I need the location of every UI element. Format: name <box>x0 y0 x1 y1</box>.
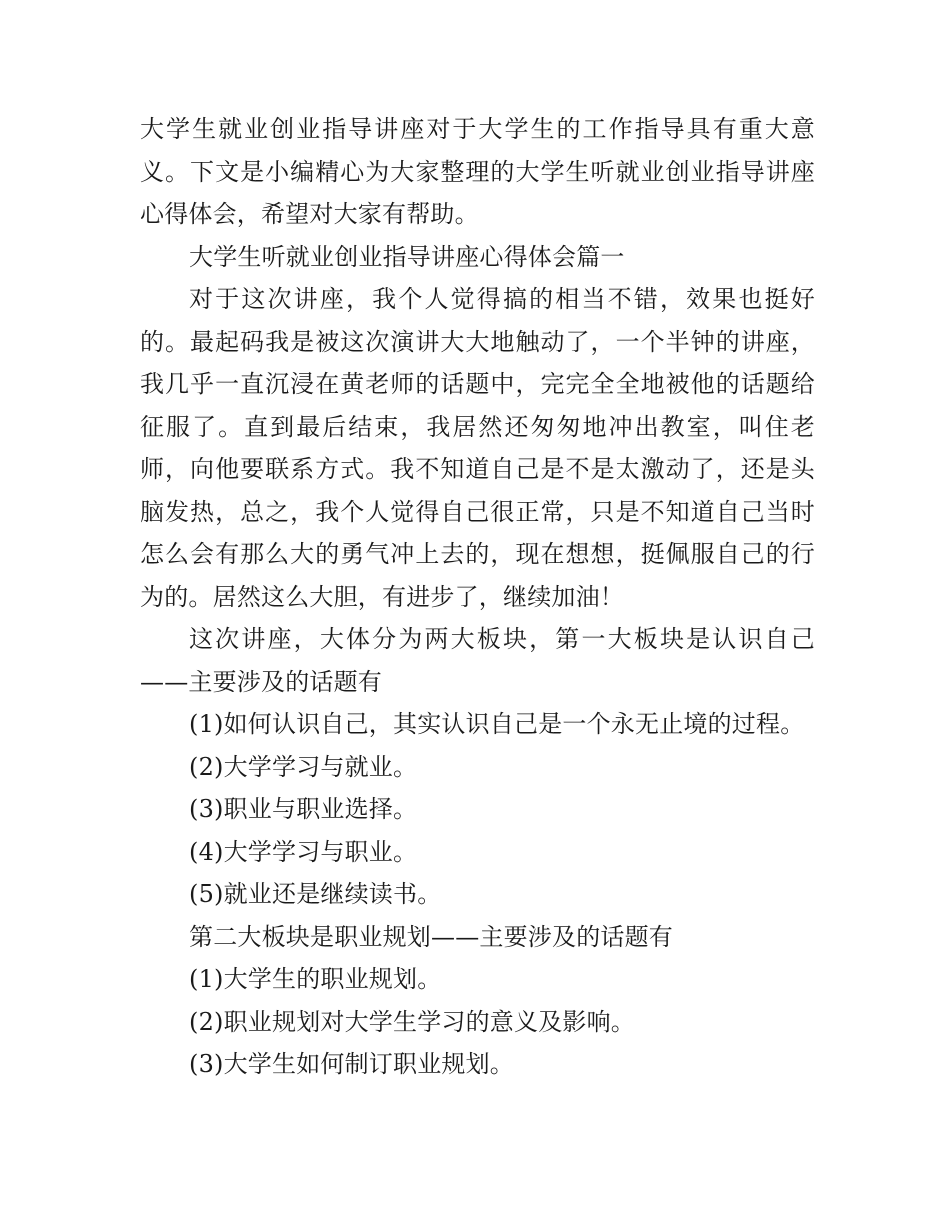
list-item: (5)就业还是继续读书。 <box>189 880 442 908</box>
paragraph-body: 对于这次讲座，我个人觉得搞的相当不错，效果也挺好的。最起码我是被这次演讲大大地触动了，一个半钟的讲座，我几乎一直沉浸在黄老师的话题中，完完全全地被他的话题给征服了。直到最后结束，我居然还匆匆地冲出教室，叫住老师，向他要联系方式。我不知道自己是不是太激动了，还是头脑发热，总之，我个人觉得自己很正常，只是不知道自己当时怎么会有那么大的勇气冲上去的，现在想想，挺佩服自己的行为的。居然这么大胆，有进步了，继续加油！ <box>140 285 815 611</box>
list-item: (1)如何认识自己，其实认识自己是一个永无止境的过程。 <box>189 710 805 738</box>
paragraph-intro: 大学生就业创业指导讲座对于大学生的工作指导具有重大意义。下文是小编精心为大家整理的大学生听就业创业指导讲座心得体会，希望对大家有帮助。 <box>140 115 815 228</box>
paragraph-block-one: 这次讲座，大体分为两大板块，第一大板块是认识自己——主要涉及的话题有 <box>140 625 815 696</box>
section-heading: 大学生听就业创业指导讲座心得体会篇一 <box>189 242 625 271</box>
document-body <box>140 108 815 1086</box>
list-item: (3)职业与职业选择。 <box>189 795 418 823</box>
paragraph-block-two: 第二大板块是职业规划——主要涉及的话题有 <box>189 922 673 951</box>
list-item: (2)职业规划对大学生学习的意义及影响。 <box>189 1007 635 1036</box>
list-item: (4)大学学习与职业。 <box>189 837 418 866</box>
list-item: (2)大学学习与就业。 <box>189 752 418 781</box>
list-item: (1)大学生的职业规划。 <box>189 965 442 993</box>
list-item: (3)大学生如何制订职业规划。 <box>189 1050 514 1078</box>
